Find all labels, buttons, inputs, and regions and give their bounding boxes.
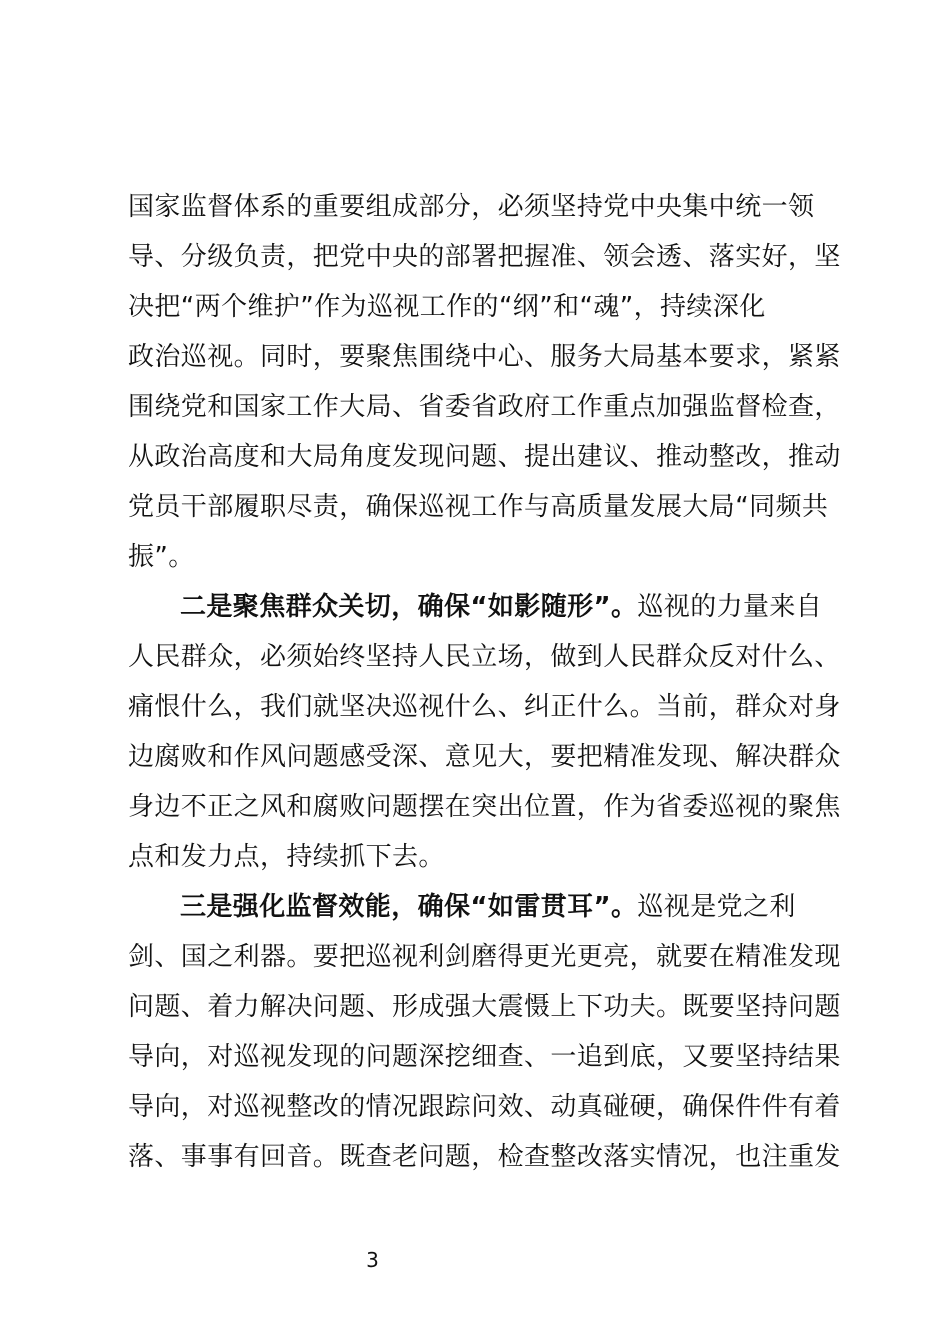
- paragraph-3: [128, 882, 841, 1182]
- text-line: 人民群众，必须始终坚持人民立场，做到人民群众反对什么、: [128, 642, 841, 672]
- text-line: 落、事事有回音。既查老问题，检查整改落实情况，也注重发: [128, 1142, 841, 1172]
- paragraph-3-heading: 三是强化监督效能，确保“如雷贯耳”。: [180, 892, 638, 922]
- text-line: 决把“两个维护”作为巡视工作的“纲”和“魂”，持续深化: [128, 292, 766, 322]
- text-line: 围绕党和国家工作大局、省委省政府工作重点加强监督检查，: [128, 392, 841, 422]
- paragraph-3-first-line: [128, 882, 838, 932]
- paragraph-2: [128, 582, 841, 882]
- paragraph-2-first-line: [128, 582, 838, 632]
- text-line: 导、分级负责，把党中央的部署把握准、领会透、落实好，坚: [128, 242, 841, 272]
- paragraph-2-heading: 二是聚焦群众关切，确保“如影随形”。: [180, 592, 638, 622]
- paragraph-3-first-line-text: 巡视是党之利: [637, 892, 796, 922]
- text-line: 振”。: [128, 542, 195, 572]
- text-line: 党员干部履职尽责，确保巡视工作与高质量发展大局“同频共: [128, 492, 829, 522]
- text-line: 导向，对巡视整改的情况跟踪问效、动真碰硬，确保件件有着: [128, 1092, 841, 1122]
- page-number: 3: [366, 1248, 379, 1272]
- text-line: 剑、国之利器。要把巡视利剑磨得更光更亮，就要在精准发现: [128, 942, 841, 972]
- text-line: 痛恨什么，我们就坚决巡视什么、纠正什么。当前，群众对身: [128, 692, 841, 722]
- text-line: 点和发力点，持续抓下去。: [128, 842, 445, 872]
- text-line: 导向，对巡视发现的问题深挖细查、一追到底，又要坚持结果: [128, 1042, 841, 1072]
- text-line: 政治巡视。同时，要聚焦围绕中心、服务大局基本要求，紧紧: [128, 342, 841, 372]
- text-line: 国家监督体系的重要组成部分，必须坚持党中央集中统一领: [128, 192, 815, 222]
- paragraph-2-first-line-text: 巡视的力量来自: [637, 592, 823, 622]
- text-line: 身边不正之风和腐败问题摆在突出位置，作为省委巡视的聚焦: [128, 792, 841, 822]
- text-line: 问题、着力解决问题、形成强大震慑上下功夫。既要坚持问题: [128, 992, 841, 1022]
- text-line: 从政治高度和大局角度发现问题、提出建议、推动整改，推动: [128, 442, 841, 472]
- body-text: [128, 182, 841, 1182]
- paragraph-1: [128, 182, 841, 582]
- text-line: 边腐败和作风问题感受深、意见大，要把精准发现、解决群众: [128, 742, 841, 772]
